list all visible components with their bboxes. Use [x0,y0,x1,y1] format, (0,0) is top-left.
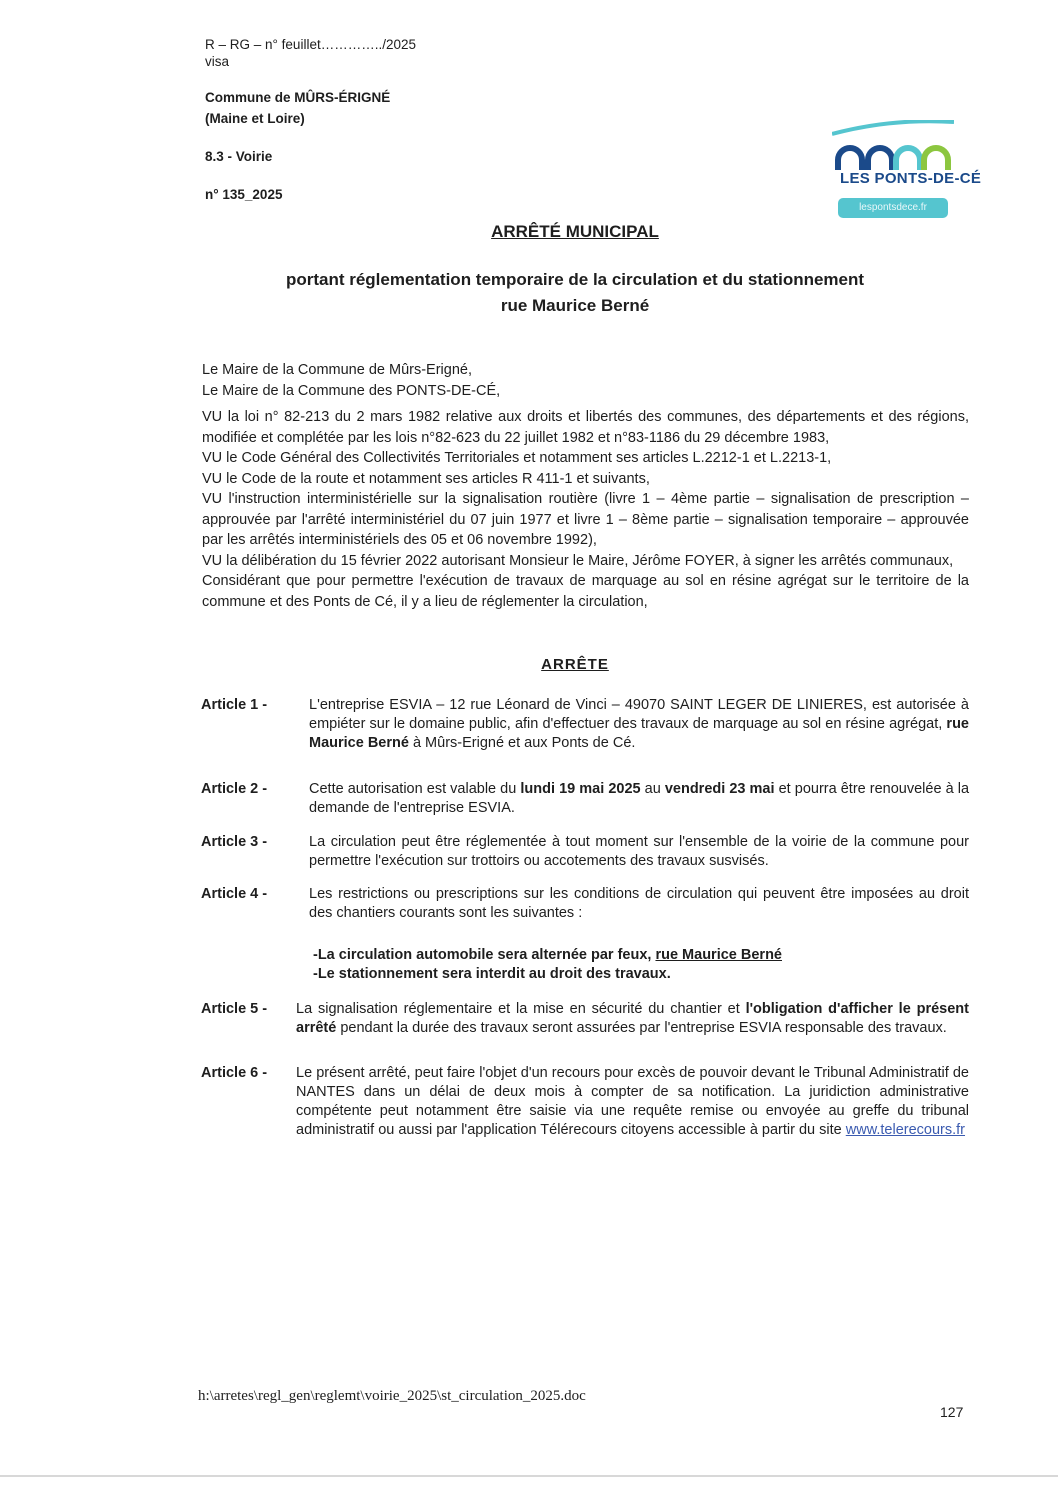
article-text [296,1000,969,1038]
display-obligation: l'obligation d'afficher le présent arrêté [296,1001,969,1036]
category-label: 8.3 - Voirie [205,149,273,164]
preamble-line: VU la loi n° 82-213 du 2 mars 1982 relative aux droits et libertés des communes, des départements et des régions, modifiée et complétée par les lois n°82-623 du 22 juillet 1982 et n°83-1186 du 29 décembre 1983, [202,409,969,446]
article-text-part: à Mûrs-Erigné et aux Ponts de Cé. [408,735,636,751]
preamble-line: Le Maire de la Commune de Mûrs-Erigné, [202,362,472,378]
subtitle-line-1: portant réglementation temporaire de la circulation et du stationnement [285,270,865,289]
ponts-de-ce-logo [832,120,982,224]
preamble-line: VU l'instruction interministérielle sur la signalisation routière (livre 1 – 4ème partie – signalisation de prescription – approuvée par l'arrêté interministériel du 07 juin 1977 et livre 1 – 8ème partie – signalisation temporaire – approuvée par les arrêtés interministériels des 05 et 06 novembre 1992), [202,491,969,548]
preamble-line: Le Maire de la Commune des PONTS-DE-CÉ, [202,382,501,399]
article-text: Les restrictions ou prescriptions sur les conditions de circulation qui peuvent être imposées au droit des chantiers courants sont les suivantes : [309,886,969,921]
article-6 [201,1064,969,1140]
article-2 [201,780,969,818]
feuillet-reference: R – RG – n° feuillet…………../2025 [205,37,416,52]
subtitle-line-2: rue Maurice Berné [500,296,650,315]
article-4-bullets [313,946,782,984]
end-date: vendredi 23 mai [664,781,775,797]
article-text [309,696,969,753]
document-subtitle [0,267,1058,319]
article-text-part: La signalisation réglementaire et la mise en sécurité du chantier et [296,1001,746,1017]
preamble-line: VU le Code de la route et notamment ses articles R 411-1 et suivants, [202,470,650,487]
article-1 [201,696,969,753]
article-5 [201,1000,969,1038]
article-label: Article 6 - [201,1065,268,1081]
preamble-line: VU le Code Général des Collectivités Territoriales et notamment ses articles L.2212-1 et L.2213-1, [202,450,832,466]
article-label: Article 2 - [201,781,268,797]
start-date: lundi 19 mai 2025 [520,781,641,797]
article-text-part: au [640,781,665,797]
article-text [309,780,969,818]
article-text [296,1064,969,1140]
article-text-part: pendant la durée des travaux seront assurées par l'entreprise ESVIA responsable des travaux. [336,1020,947,1036]
file-path: h:\arretes\regl_gen\reglemt\voirie_2025\st_circulation_2025.doc [198,1388,586,1404]
logo-name: LES PONTS-DE-CÉ [840,170,982,187]
article-text-part: et pourra être renouvelée à la demande de l'entreprise ESVIA. [309,781,970,816]
article-label: Article 3 - [201,834,268,850]
street-name: rue Maurice Berné [309,716,969,751]
article-label: Article 4 - [201,886,268,902]
preamble-line: Considérant que pour permettre l'exécution de travaux de marquage au sol en résine agrégat sur le territoire de la commune et des Ponts de Cé, il y a lieu de réglementer la circulation, [202,573,969,610]
departement: (Maine et Loire) [205,111,305,126]
article-text: La circulation peut être réglementée à tout moment sur l'ensemble de la voirie de la commune pour permettre l'exécution sur trottoirs ou accotements des travaux susvisés. [309,834,969,869]
article-text-part: Le présent arrêté, peut faire l'objet d'un recours pour excès de pouvoir devant le Tribunal Administratif de NANTES dans un délai de deux mois à compter de sa notification. La juridiction administrative compétente peut notamment être saisie via une requête remise ou envoyée au greffe du tribunal administratif ou aussi par l'application Télérecours citoyens accessible à partir du site [296,1065,969,1138]
logo-url-badge [838,198,948,218]
arrete-number: n° 135_2025 [205,187,283,202]
article-label: Article 1 - [201,697,268,713]
bullet-item: -Le stationnement sera interdit au droit des travaux. [313,966,671,982]
street-name: rue Maurice Berné [655,947,782,963]
scan-edge-line [0,1475,1058,1477]
visa-label: visa [205,54,230,69]
article-text-part: L'entreprise ESVIA – 12 rue Léonard de Vinci – 49070 SAINT LEGER DE LINIERES, est autorisée à empiéter sur le domaine public, afin d'effectuer des travaux de marquage au sol en résine agrégat, [309,697,969,732]
article-4 [201,885,969,923]
preamble-block [202,360,969,612]
article-3 [201,833,969,871]
telerecours-link[interactable]: www.telerecours.fr [845,1122,966,1138]
page-number: 127 [940,1404,964,1420]
bullet-text: -La circulation automobile sera alternée par feux, [313,947,656,963]
article-label: Article 5 - [201,1001,268,1017]
preamble-line: VU la délibération du 15 février 2022 autorisant Monsieur le Maire, Jérôme FOYER, à signer les arrêtés communaux, [202,552,954,569]
article-text-part: Cette autorisation est valable du [309,781,521,797]
arrete-heading: ARRÊTE [541,656,609,673]
commune-name: Commune de MÛRS-ÉRIGNÉ [205,90,391,105]
bullet-item [313,946,782,965]
logo-url: lespontsdece.fr [859,202,927,213]
document-title: ARRÊTÉ MUNICIPAL [491,222,659,241]
